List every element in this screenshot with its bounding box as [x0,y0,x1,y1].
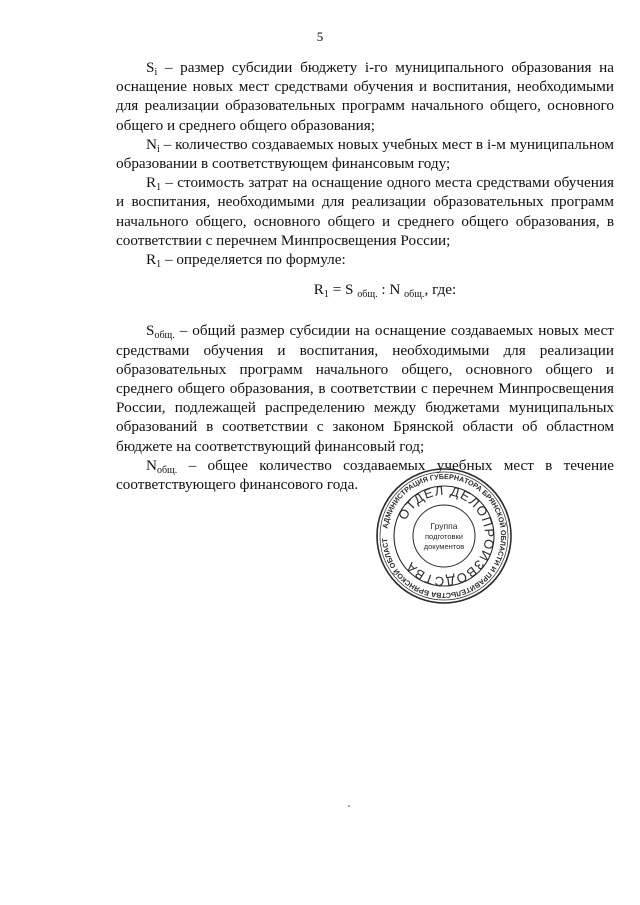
var-subscript: 1 [156,182,162,194]
svg-text:Группа: Группа [430,521,458,531]
seal-icon [374,466,514,606]
definition-text: – определяется по формуле: [161,251,346,269]
var-subscript: 1 [156,259,162,271]
definition-text: – общий размер субсидии на оснащение создаваемых новых мест средствами обучения и воспитания, необходимыми для реализации образовательных программ начального общего, основного общего и среднего общего образования, в соответствии с перечнем Минпросвещения России, подлежащей распределению между бюджетами муниципальных образований в соответствии с законом Брянской области об областном бюджете на соответствующий финансовый год; [116,322,614,455]
var-subscript: i [154,67,158,78]
definition-si [116,58,614,135]
definition-text: – размер субсидии бюджету i-го муниципального образования на оснащение новых мест средствами обучения и воспитания, необходимыми для реализации образовательных программ начального общего, основного общего и среднего общего образования; [116,59,614,134]
var-symbol: S [146,322,155,340]
scan-speck [348,805,350,807]
document-body [116,58,614,494]
definition-text: – общее количество создаваемых учебных мест в течение соответствующего финансового года. [116,456,614,494]
svg-text:ОТДЕЛ ДЕЛОПРОИЗВОДСТВА: ОТДЕЛ ДЕЛОПРОИЗВОДСТВА [395,482,498,590]
svg-text:подготовки: подготовки [425,532,463,541]
var-symbol: R [146,251,157,269]
svg-text:АДМИНИСТРАЦИЯ ГУБЕРНАТОРА БРЯН: АДМИНИСТРАЦИЯ ГУБЕРНАТОРА БРЯНСКОЙ ОБЛАСТИ И ПРАВИТЕЛЬСТВА БРЯНСКОЙ ОБЛАСТ [380,471,509,601]
var-subscript: общ. [156,464,178,476]
definition-text: – стоимость затрат на оснащение одного места средствами обучения и воспитания, необходимыми для реализации образовательных программ начального общего, основного общего и среднего общего образования, в соответствии с перечнем Минпросвещения России; [116,174,614,249]
official-seal-stamp [374,466,514,606]
definition-ni [116,135,614,173]
var-symbol: S [146,59,155,76]
var-symbol: N [146,135,157,153]
page-number: 5 [316,29,324,44]
svg-text:документов: документов [423,542,465,551]
definition-s-total [116,321,614,455]
var-symbol: N [146,456,157,474]
definition-r1-formula-intro [116,250,614,269]
definition-n-total [116,456,614,494]
definition-r1 [116,173,614,250]
definition-text: – количество создаваемых новых учебных мест в i-м муниципальном образовании в соответствующем финансовым году; [116,135,614,173]
formula: $R_1 = S$ $_{общ.}$ : N $_{общ.}$, где: [313,281,457,301]
var-subscript: i [156,143,160,155]
var-symbol: R [146,174,157,192]
var-subscript: общ. [154,330,175,342]
